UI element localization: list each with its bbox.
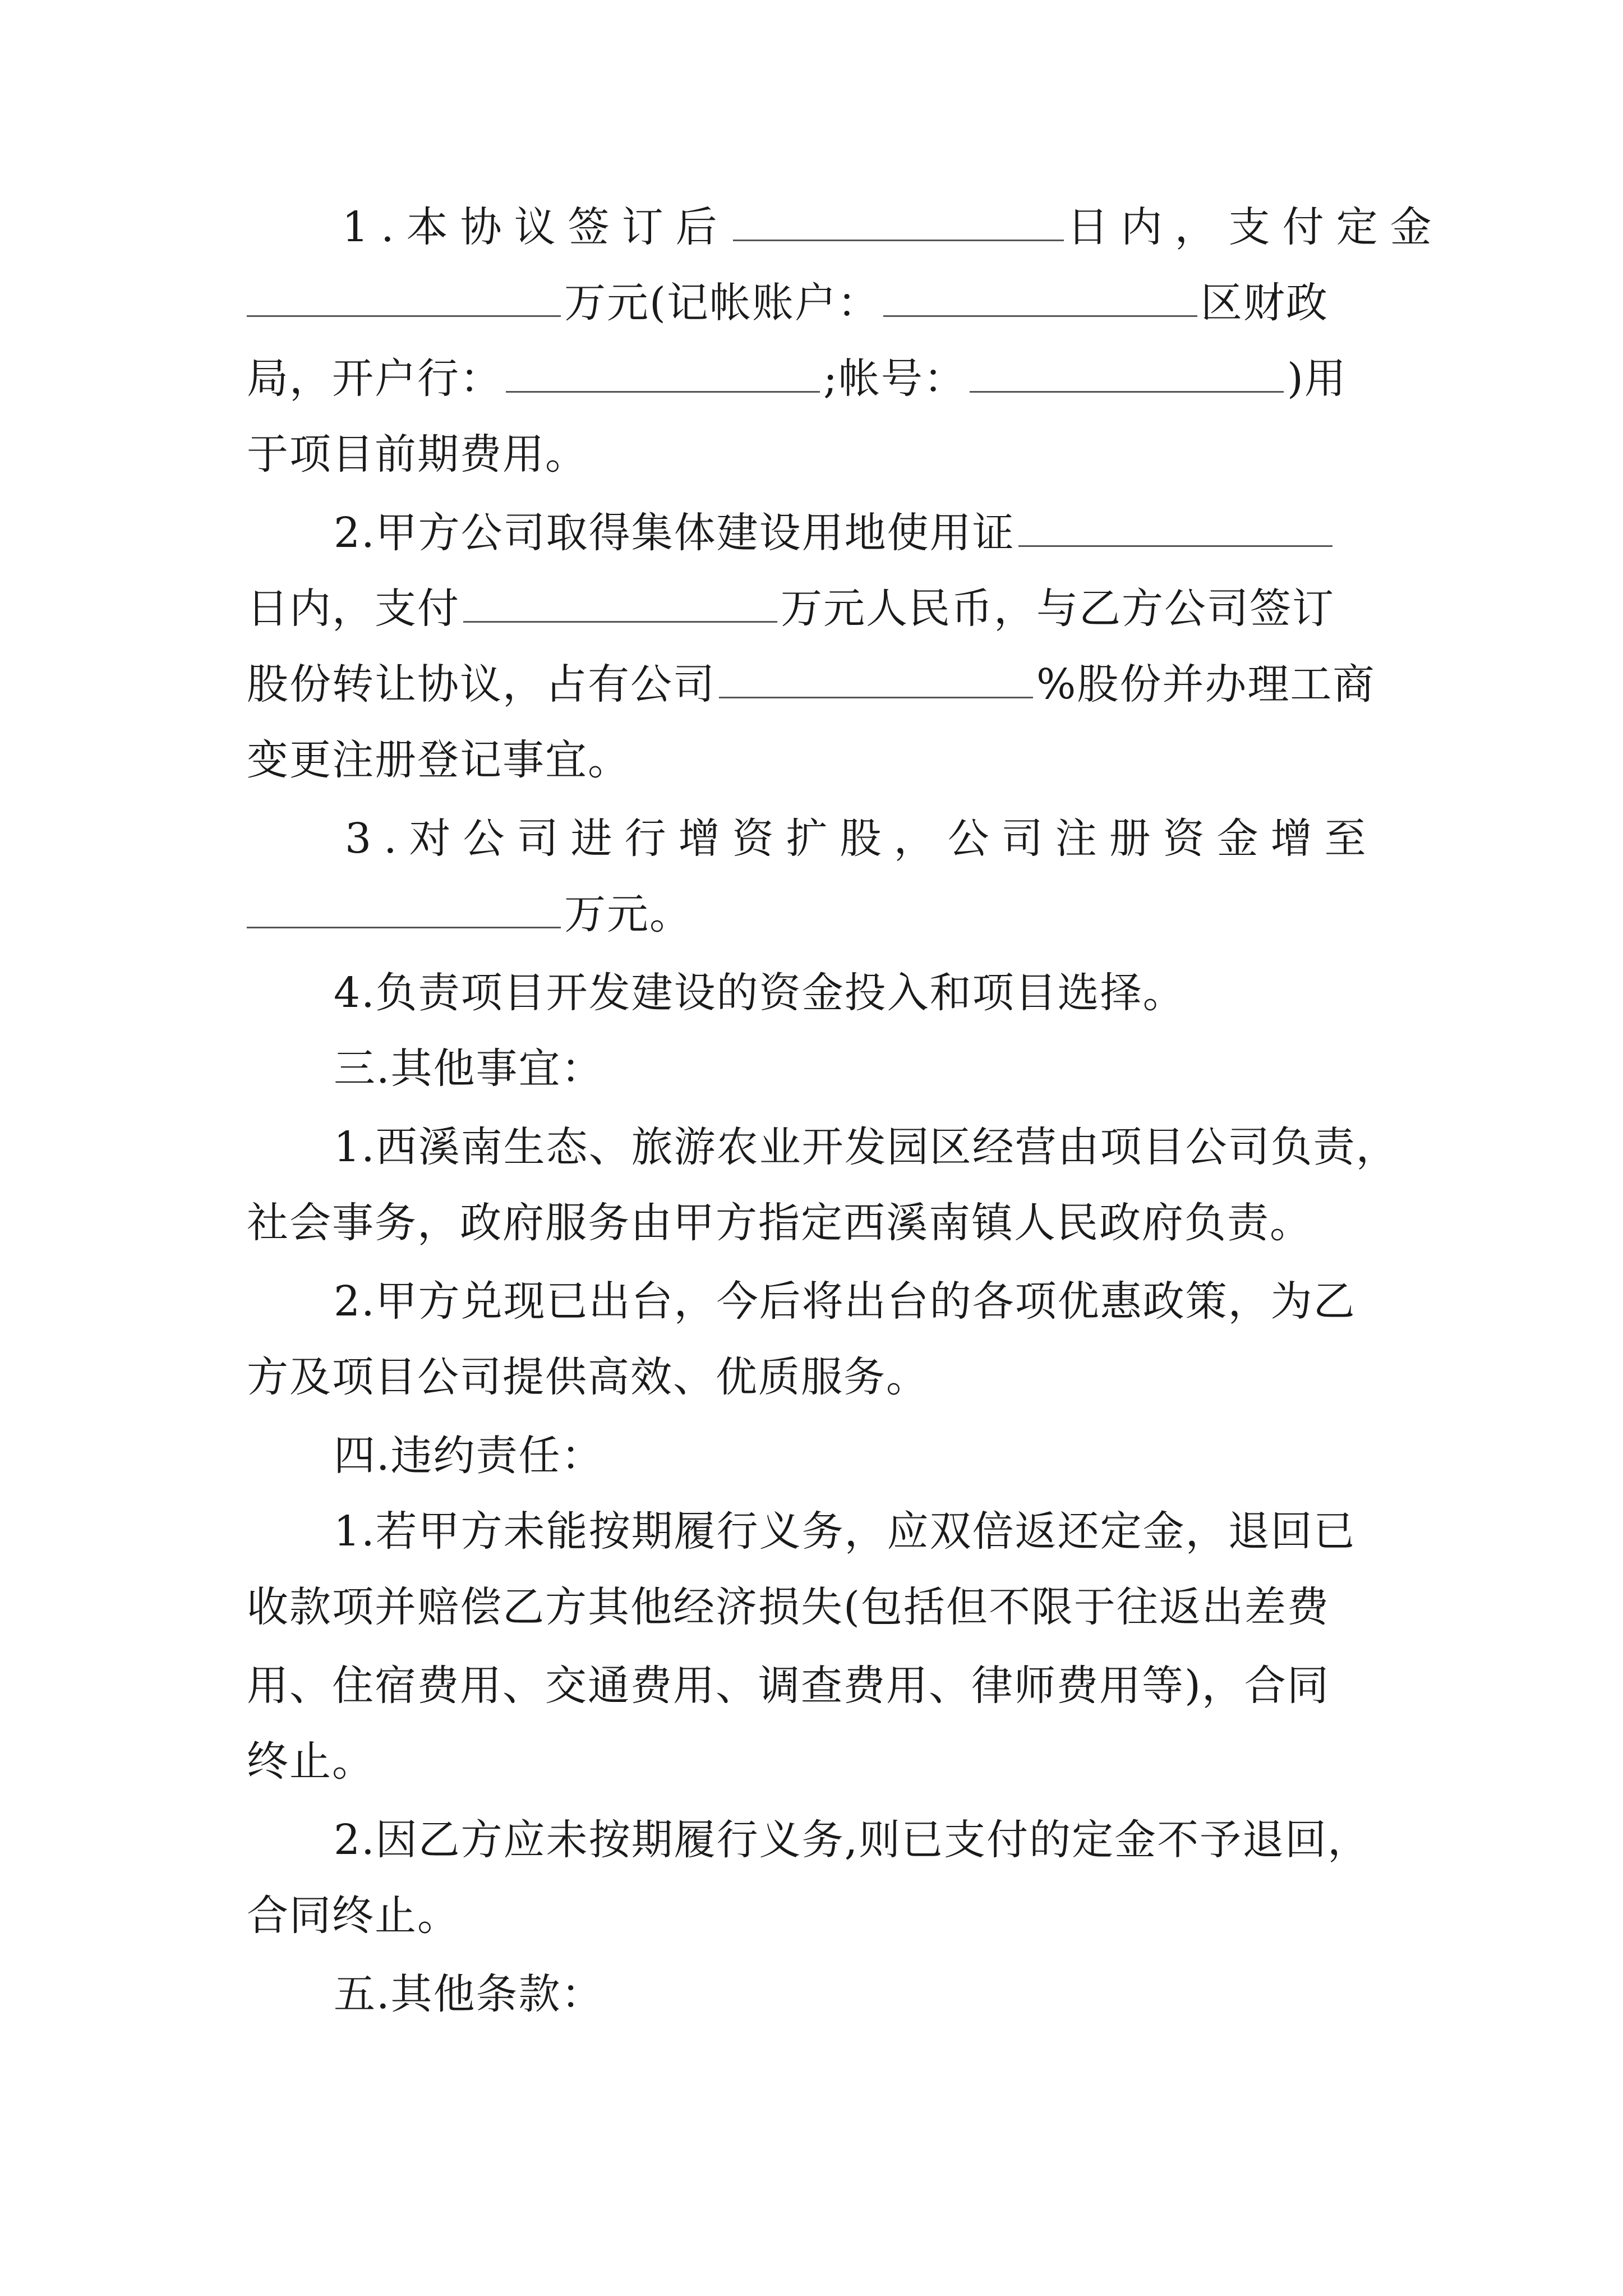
clause-2-line-3 [247,651,1375,718]
clause-2-text: 变更注册登记事宜。 [247,736,630,784]
section-4-p2-line-1 [334,1806,1370,1874]
clause-2-text: 股份转让协议，占有公司 [247,660,716,708]
fill-in-blank[interactable] [970,347,1284,393]
section-3-heading [334,1035,604,1102]
clause-3-line-1 [345,805,1378,872]
clause-1-text: 日内，支付定金 [1067,203,1444,251]
section-4-p1-line-4 [247,1728,375,1795]
paragraph-text: 终止。 [247,1737,375,1786]
fill-in-blank[interactable] [247,883,561,928]
clause-1-text: 万元(记帐账户： [564,279,880,327]
paragraph-text: 社会事务，政府服务由甲方指定西溪南镇人民政府负责。 [247,1199,1312,1247]
paragraph-text: 合同终止。 [247,1892,460,1940]
fill-in-blank[interactable] [719,653,1033,698]
clause-4-line-1 [334,959,1186,1027]
paragraph-text: 1.若甲方未能按期履行义务，应双倍返还定金，退回已 [334,1507,1356,1556]
clause-3-text: 万元。 [564,890,692,938]
clause-1-text: ;帐号： [823,355,966,403]
clause-1-text: 区财政 [1200,279,1329,327]
clause-1-text: )用 [1287,355,1347,403]
clause-3-line-2 [247,881,692,948]
section-4-heading [334,1422,604,1489]
paragraph-text: 2.甲方兑现已出台，今后将出台的各项优惠政策，为乙 [334,1277,1356,1326]
section-heading: 三.其他事宜： [334,1045,604,1093]
clause-2-line-2 [247,575,1335,642]
clause-1-text: 于项目前期费用。 [247,430,588,478]
clause-1-line-1 [342,194,1444,261]
clause-2-line-4 [247,726,630,794]
clause-1-line-4 [247,421,588,488]
clause-2-text: 日内，支付 [247,585,460,633]
clause-2-text: 2.甲方公司取得集体建设用地使用证 [334,509,1015,557]
paragraph-text: 用、住宿费用、交通费用、调查费用、律师费用等)，合同 [247,1662,1330,1710]
fill-in-blank[interactable] [247,272,561,317]
clause-1-text: 局，开户行： [247,355,502,403]
section-3-p2-line-2 [247,1343,929,1411]
fill-in-blank[interactable] [506,347,820,393]
section-3-p1-line-1 [334,1114,1399,1181]
clause-1-text: 1.本协议签订后 [342,203,730,251]
clause-1-line-2 [247,269,1329,337]
clause-2-text: %股份并办理工商 [1036,660,1376,708]
fill-in-blank[interactable] [463,577,777,623]
section-heading: 五.其他条款： [334,1970,604,2018]
clause-2-line-1 [334,499,1336,567]
paragraph-text: 收款项并赔偿乙方其他经济损失(包括但不限于往返出差费 [247,1583,1330,1631]
clause-4-text: 4.负责项目开发建设的资金投入和项目选择。 [334,969,1186,1017]
section-4-p2-line-2 [247,1882,460,1949]
clause-2-text: 万元人民币，与乙方公司签订 [781,585,1335,633]
fill-in-blank[interactable] [733,196,1064,241]
section-3-p2-line-1 [334,1268,1356,1335]
section-heading: 四.违约责任： [334,1432,604,1480]
clause-3-text: 3.对公司进行增资扩股，公司注册资金增至 [345,815,1378,863]
paragraph-text: 2.因乙方应未按期履行义务,则已支付的定金不予退回， [334,1816,1371,1864]
section-4-p1-line-3 [247,1652,1330,1719]
section-5-heading [334,1961,604,2028]
fill-in-blank[interactable] [1018,501,1332,547]
section-4-p1-line-2 [247,1573,1330,1641]
fill-in-blank[interactable] [883,272,1197,317]
section-4-p1-line-1 [334,1498,1356,1565]
clause-1-line-3 [247,345,1347,412]
section-3-p1-line-2 [247,1189,1312,1257]
paragraph-text: 方及项目公司提供高效、优质服务。 [247,1353,929,1401]
paragraph-text: 1.西溪南生态、旅游农业开发园区经营由项目公司负责， [334,1123,1399,1171]
